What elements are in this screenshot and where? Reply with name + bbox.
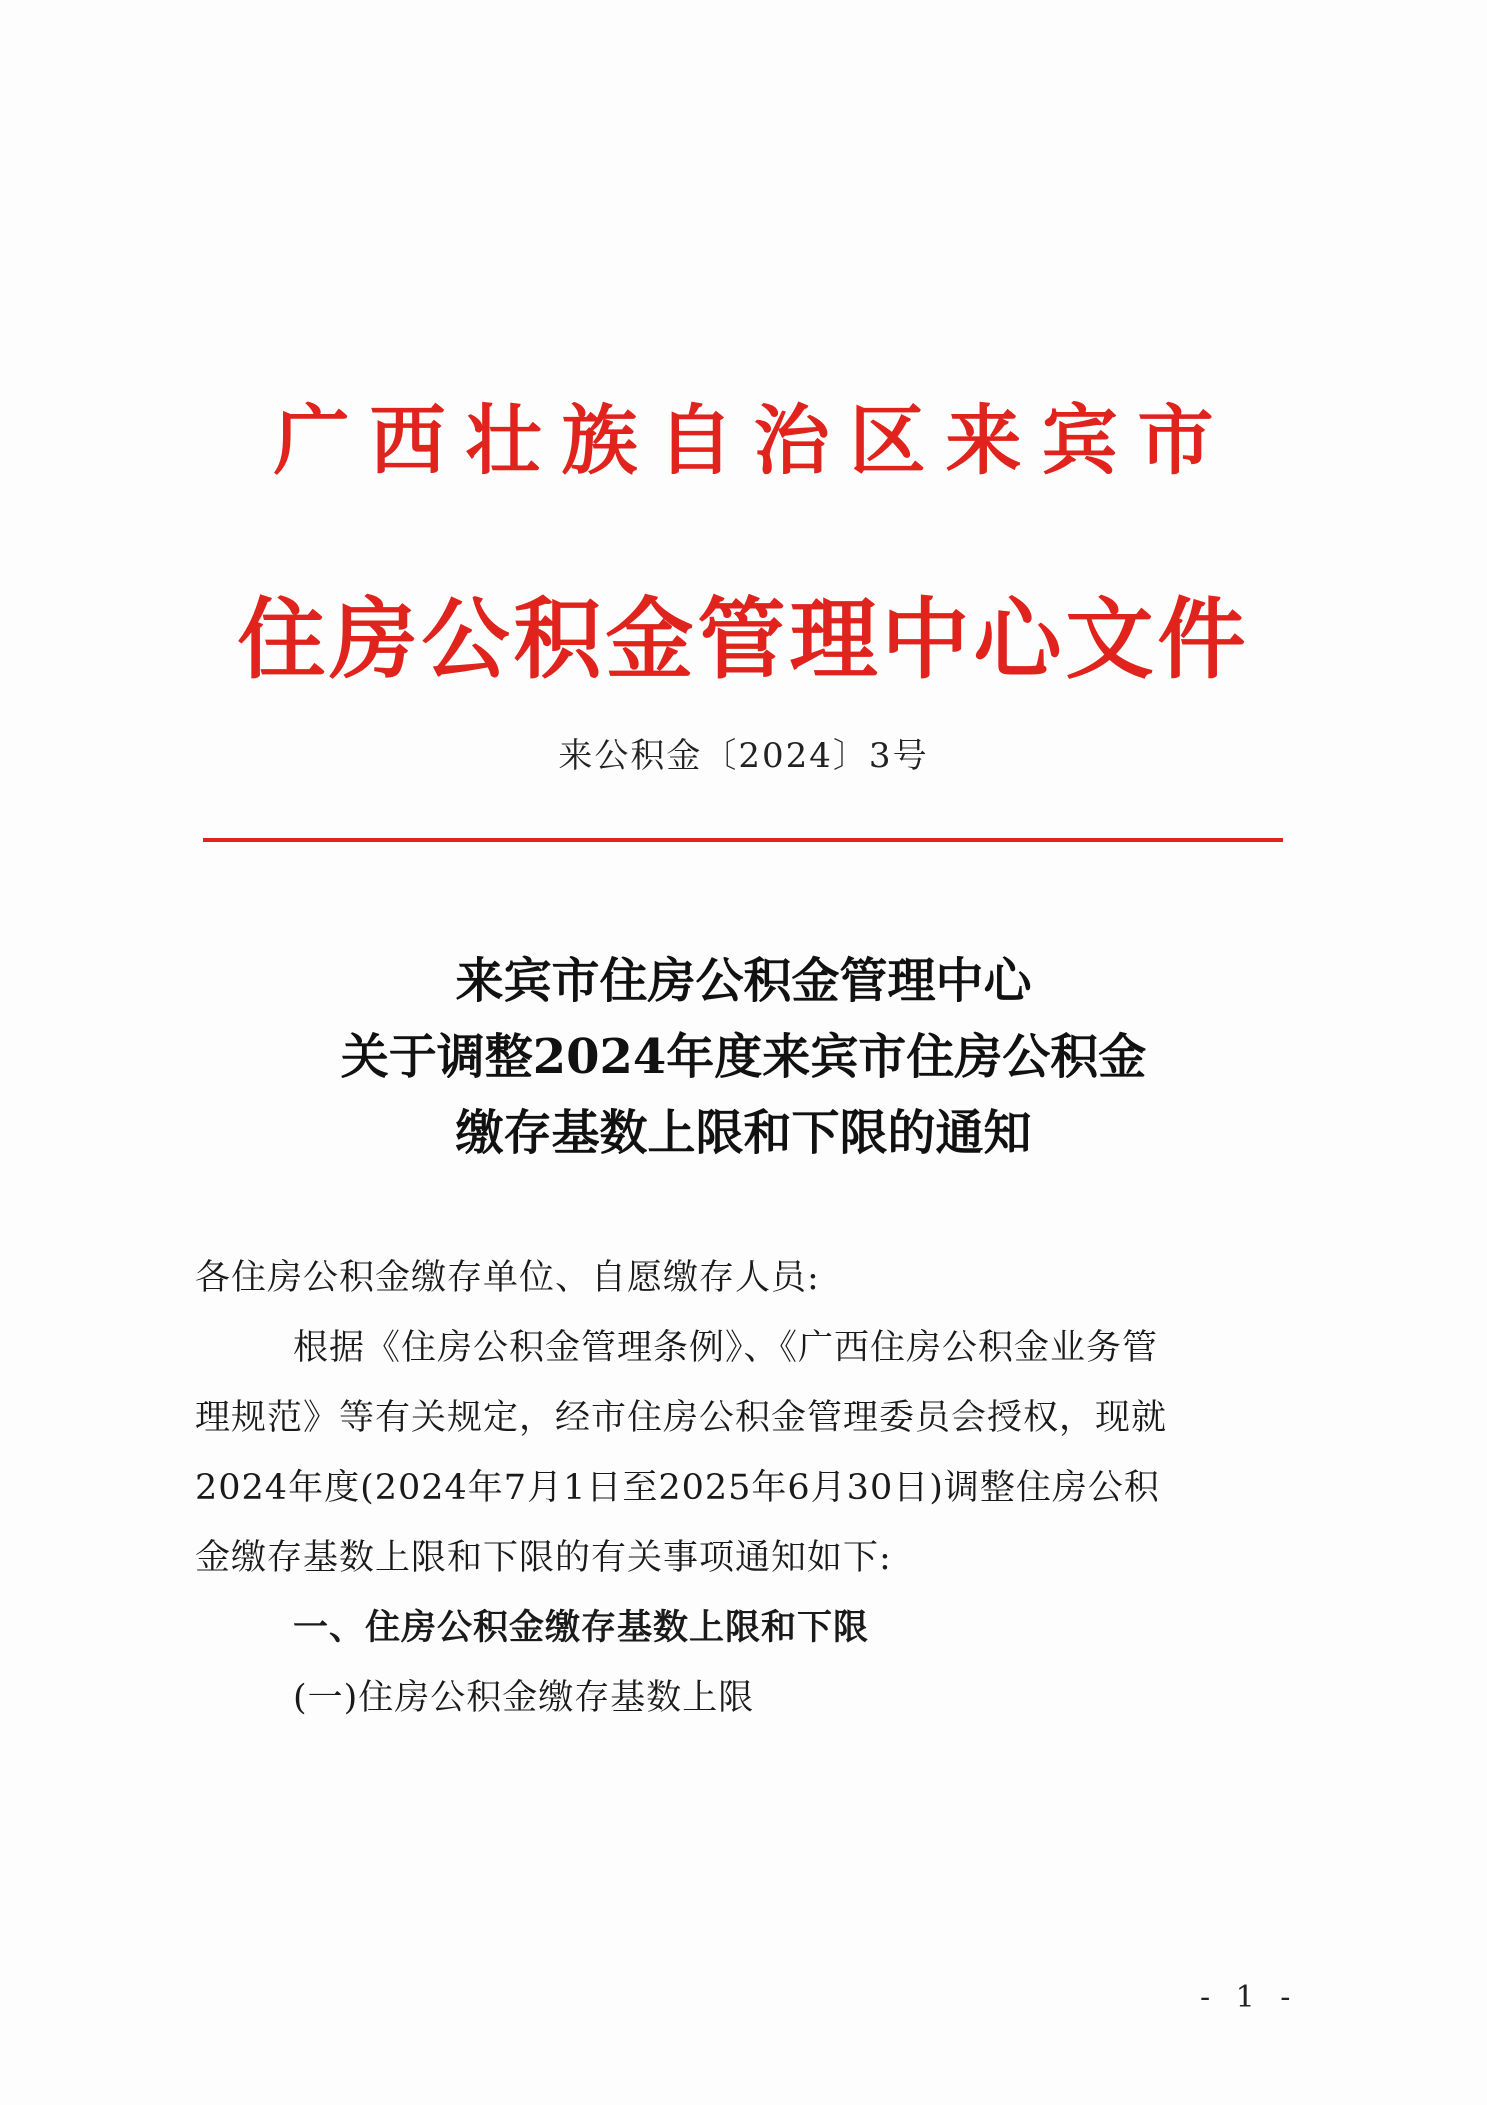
document-number: 来公积金〔2024〕3号 xyxy=(558,736,929,776)
issuer-region-heading: 广西壮族自治区来宾市 xyxy=(273,396,1234,485)
issuer-organization-heading: 住房公积金管理中心文件 xyxy=(237,587,1250,691)
document-title-line-2: 关于调整2024年度来宾市住房公积金 xyxy=(340,1029,1147,1085)
section-1-heading: 一、住房公积金缴存基数上限和下限 xyxy=(293,1608,870,1648)
salutation: 各住房公积金缴存单位、自愿缴存人员: xyxy=(195,1258,820,1298)
paragraph-1-line-4: 金缴存基数上限和下限的有关事项通知如下: xyxy=(195,1538,892,1578)
subsection-1-heading: (一)住房公积金缴存基数上限 xyxy=(293,1678,755,1718)
paragraph-1-line-3: 2024年度(2024年7月1日至2025年6月30日)调整住房公积 xyxy=(195,1468,1160,1508)
red-divider-line xyxy=(203,838,1283,842)
paragraph-1-line-1: 根据《住房公积金管理条例》、《广西住房公积金业务管 xyxy=(293,1328,1159,1368)
page-number: - 1 - xyxy=(1200,1980,1299,2015)
paragraph-1-line-2: 理规范》等有关规定，经市住房公积金管理委员会授权，现就 xyxy=(195,1398,1168,1438)
document-title-line-3: 缴存基数上限和下限的通知 xyxy=(455,1105,1032,1161)
document-title-line-1: 来宾市住房公积金管理中心 xyxy=(455,953,1032,1009)
